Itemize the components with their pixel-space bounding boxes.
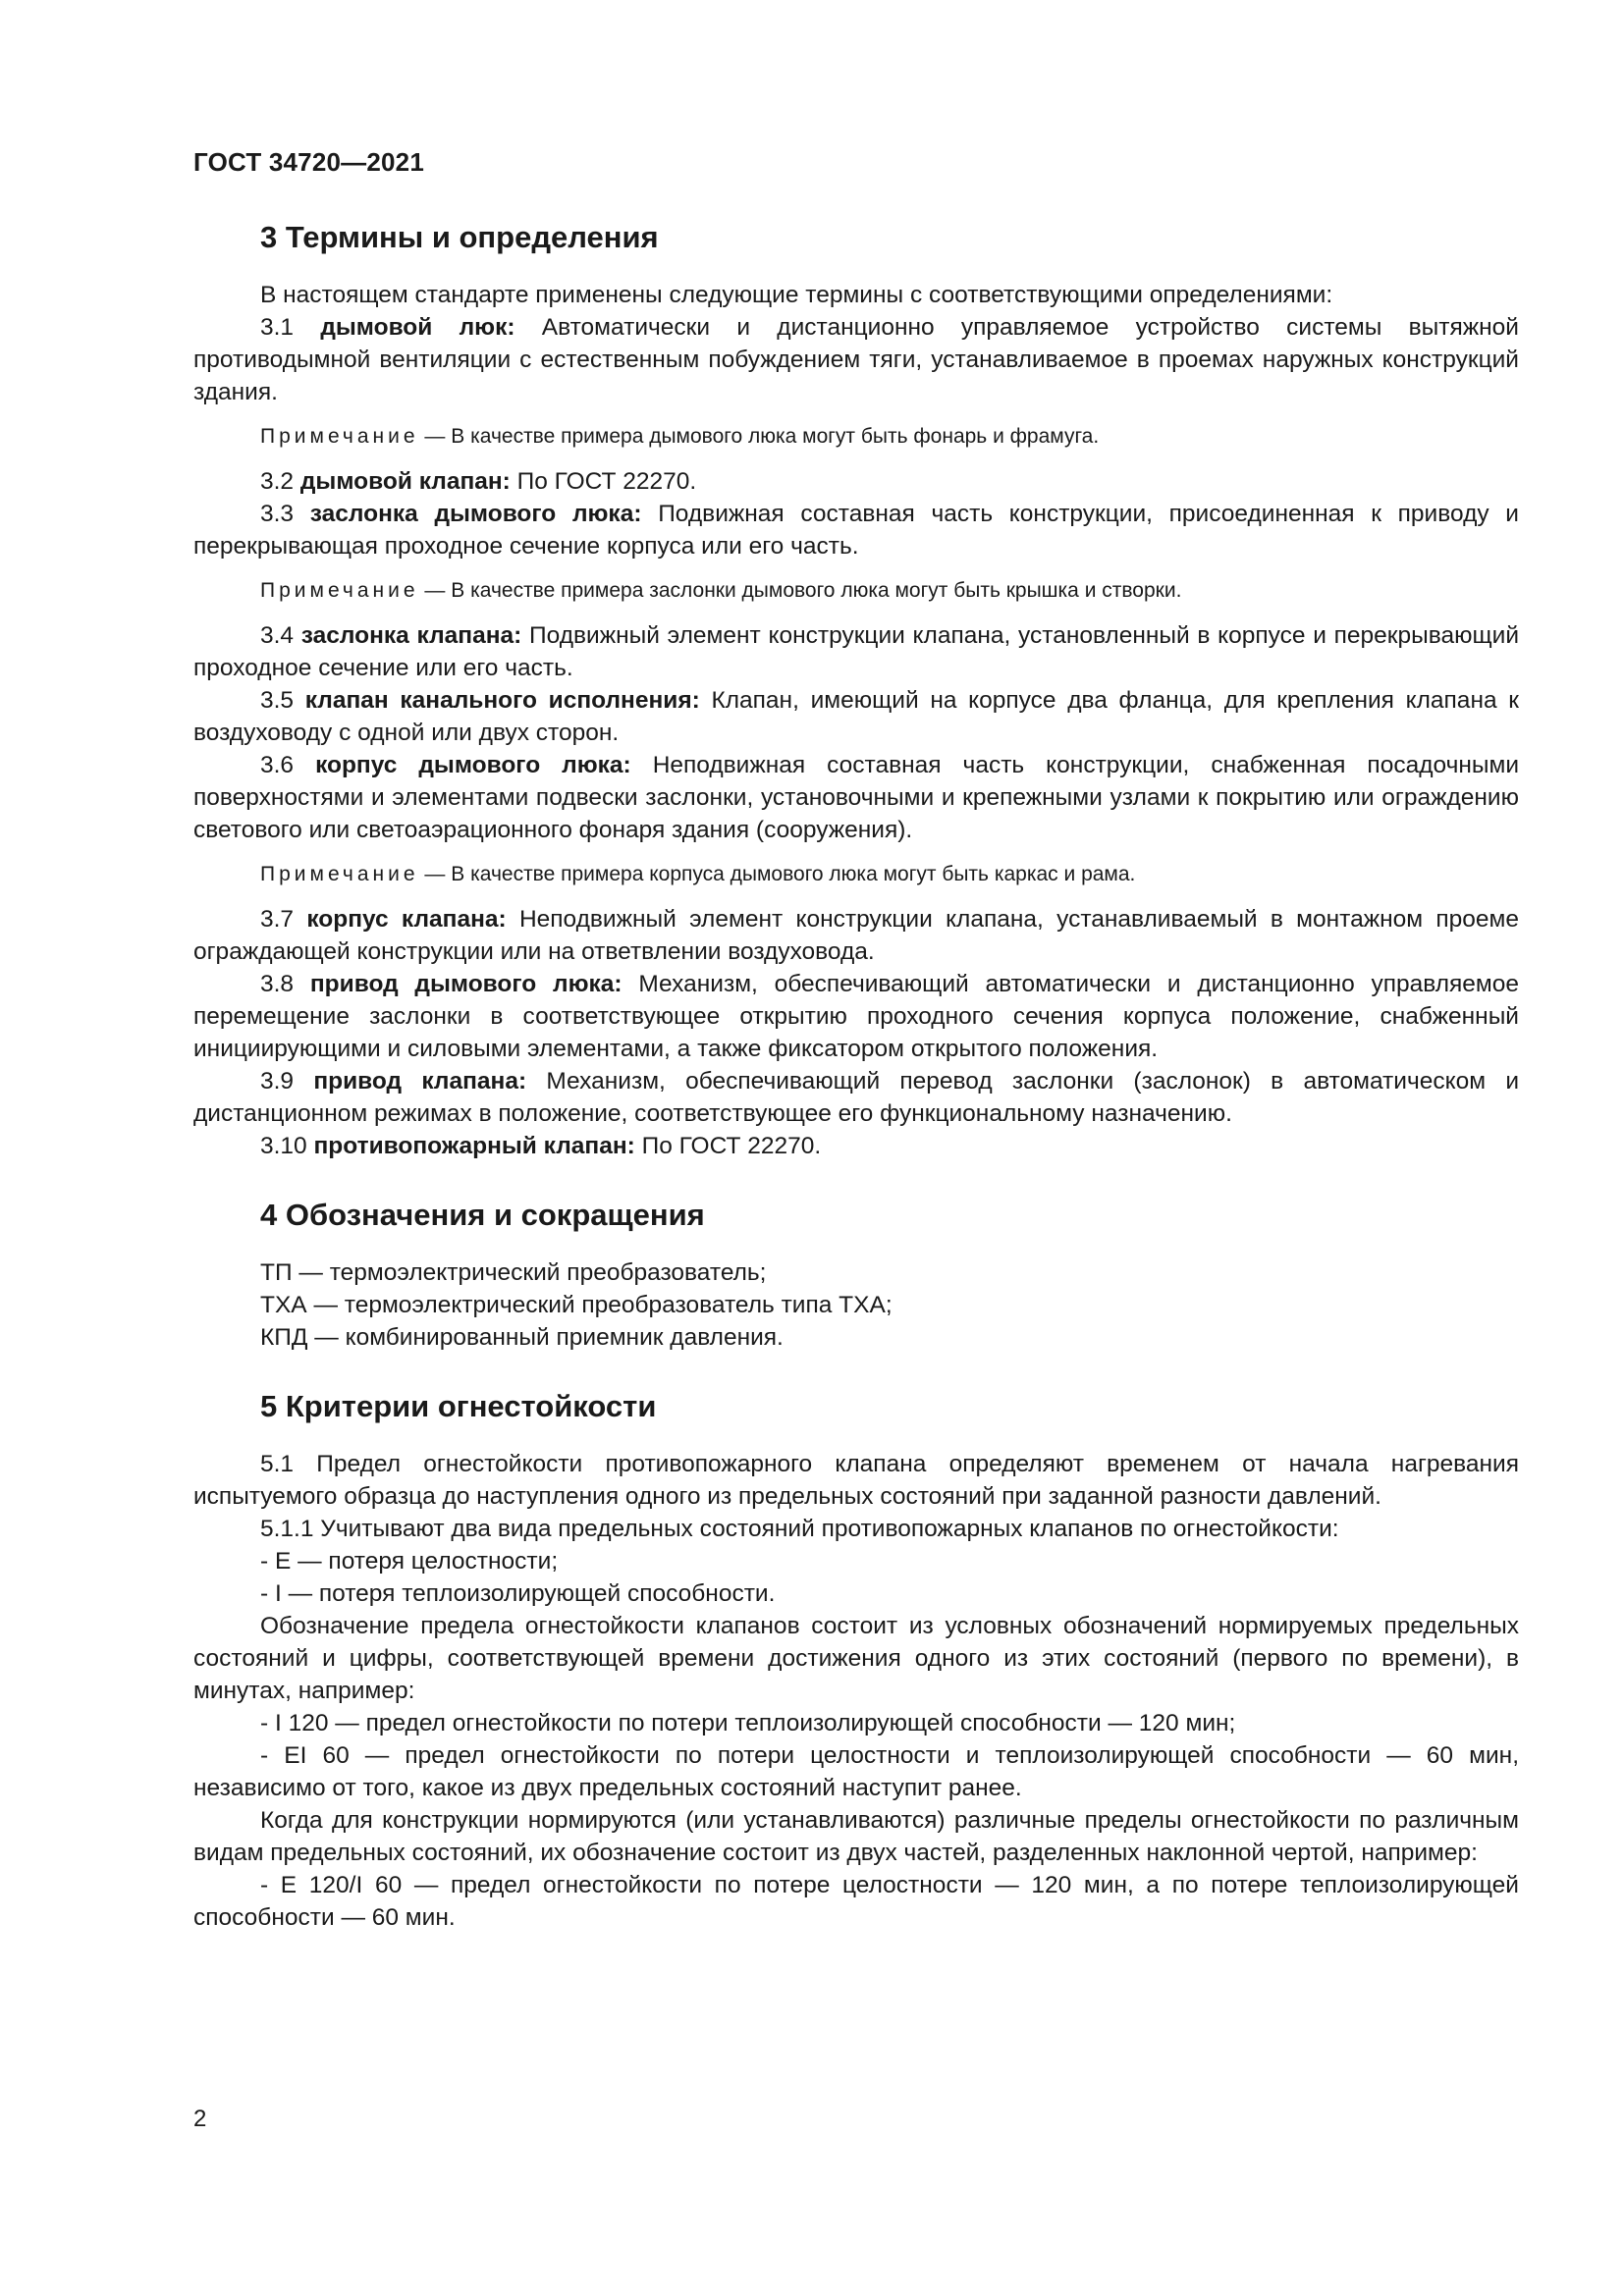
- list-item: - I 120 — предел огнестойкости по потери теплоизолирующей способности — 120 мин;: [260, 1710, 1236, 1736]
- term-3-6: 3.6 корпус дымового люка: Неподвижная составная часть конструкции, снабженная посадочными поверхностями и элементами подвески заслонки, установочными и крепежными узлами к покрытию или ограждению светового или светоаэрационного фонаря здания (сооружения).: [193, 752, 1520, 843]
- section-3-intro: В настоящем стандарте применены следующие термины с соответствующими определениями:: [260, 282, 1333, 308]
- para-5-1-1: 5.1.1 Учитывают два вида предельных состояний противопожарных клапанов по огнестойкости:: [260, 1516, 1339, 1542]
- section-4-title: 4 Обозначения и сокращения: [260, 1198, 705, 1232]
- term-3-4: 3.4 заслонка клапана: Подвижный элемент конструкции клапана, установленный в корпусе и перекрывающий проходное сечение или его часть.: [193, 622, 1520, 681]
- term-3-8: 3.8 привод дымового люка: Механизм, обеспечивающий автоматически и дистанционно управляемое перемещение заслонки в соответствующее открытию проходного сечения корпуса положение, снабженный инициирующими и силовыми элементами, а также фиксатором открытого положения.: [193, 971, 1520, 1062]
- note-2: Примечание — В качестве примера заслонки дымового люка могут быть крышка и створки.: [260, 579, 1182, 602]
- term-3-9: 3.9 привод клапана: Механизм, обеспечивающий перевод заслонки (заслонок) в автоматическом и дистанционном режимах в положение, соответствующее его функциональному назначению.: [193, 1068, 1520, 1127]
- list-item: - EI 60 — предел огнестойкости по потери целостности и теплоизолирующей способности — 60 мин, независимо от того, какое из двух предельных состояний наступит ранее.: [193, 1742, 1519, 1801]
- abbr-item: КПД — комбинированный приемник давления.: [260, 1324, 784, 1351]
- note-3: Примечание — В качестве примера корпуса дымового люка могут быть каркас и рама.: [260, 863, 1136, 885]
- section-5-title: 5 Критерии огнестойкости: [260, 1389, 657, 1423]
- para-5-1: 5.1 Предел огнестойкости противопожарного клапана определяют временем от начала нагревания испытуемого образца до наступления одного из предельных состояний при заданной разности давлений.: [193, 1451, 1519, 1510]
- page-number: 2: [193, 2106, 207, 2132]
- term-3-2: 3.2 дымовой клапан: По ГОСТ 22270.: [260, 468, 697, 495]
- term-3-10: 3.10 противопожарный клапан: По ГОСТ 22270.: [260, 1133, 822, 1159]
- note-1: Примечание — В качестве примера дымового люка могут быть фонарь и фрамуга.: [260, 425, 1100, 448]
- abbr-item: ТП — термоэлектрический преобразователь;: [260, 1259, 767, 1286]
- term-3-3: 3.3 заслонка дымового люка: Подвижная составная часть конструкции, присоединенная к приводу и перекрывающая проходное сечение корпуса или его часть.: [193, 501, 1519, 560]
- section-3-title: 3 Термины и определения: [260, 220, 659, 254]
- standard-code: ГОСТ 34720—2021: [193, 147, 424, 177]
- para-designation: Обозначение предела огнестойкости клапанов состоит из условных обозначений нормируемых предельных состояний и цифры, соответствующей времени достижения одного из этих состояний (первого по времени), в минутах, например:: [193, 1613, 1519, 1704]
- page-content: [193, 218, 1519, 1934]
- list-item: - I — потеря теплоизолирующей способности.: [260, 1580, 776, 1607]
- para-different-limits: Когда для конструкции нормируются (или устанавливаются) различные пределы огнестойкости по различным видам предельных состояний, их обозначение состоит из двух частей, разделенных наклонной чертой, например:: [193, 1807, 1519, 1866]
- abbr-item: ТХА — термоэлектрический преобразователь типа ТХА;: [260, 1292, 893, 1318]
- list-item: - E — потеря целостности;: [260, 1548, 559, 1575]
- term-3-7: 3.7 корпус клапана: Неподвижный элемент конструкции клапана, устанавливаемый в монтажном проеме ограждающей конструкции или на ответвлении воздуховода.: [193, 906, 1520, 965]
- term-3-1: 3.1 дымовой люк: Автоматически и дистанционно управляемое устройство системы вытяжной противодымной вентиляции с естественным побуждением тяги, устанавливаемое в проемах наружных конструкций здания.: [193, 314, 1519, 405]
- term-3-5: 3.5 клапан канального исполнения: Клапан, имеющий на корпусе два фланца, для крепления клапана к воздуховоду с одной или двух сторон.: [193, 687, 1519, 746]
- list-item: - E 120/I 60 — предел огнестойкости по потере целостности — 120 мин, а по потере теплоизолирующей способности — 60 мин.: [193, 1872, 1519, 1931]
